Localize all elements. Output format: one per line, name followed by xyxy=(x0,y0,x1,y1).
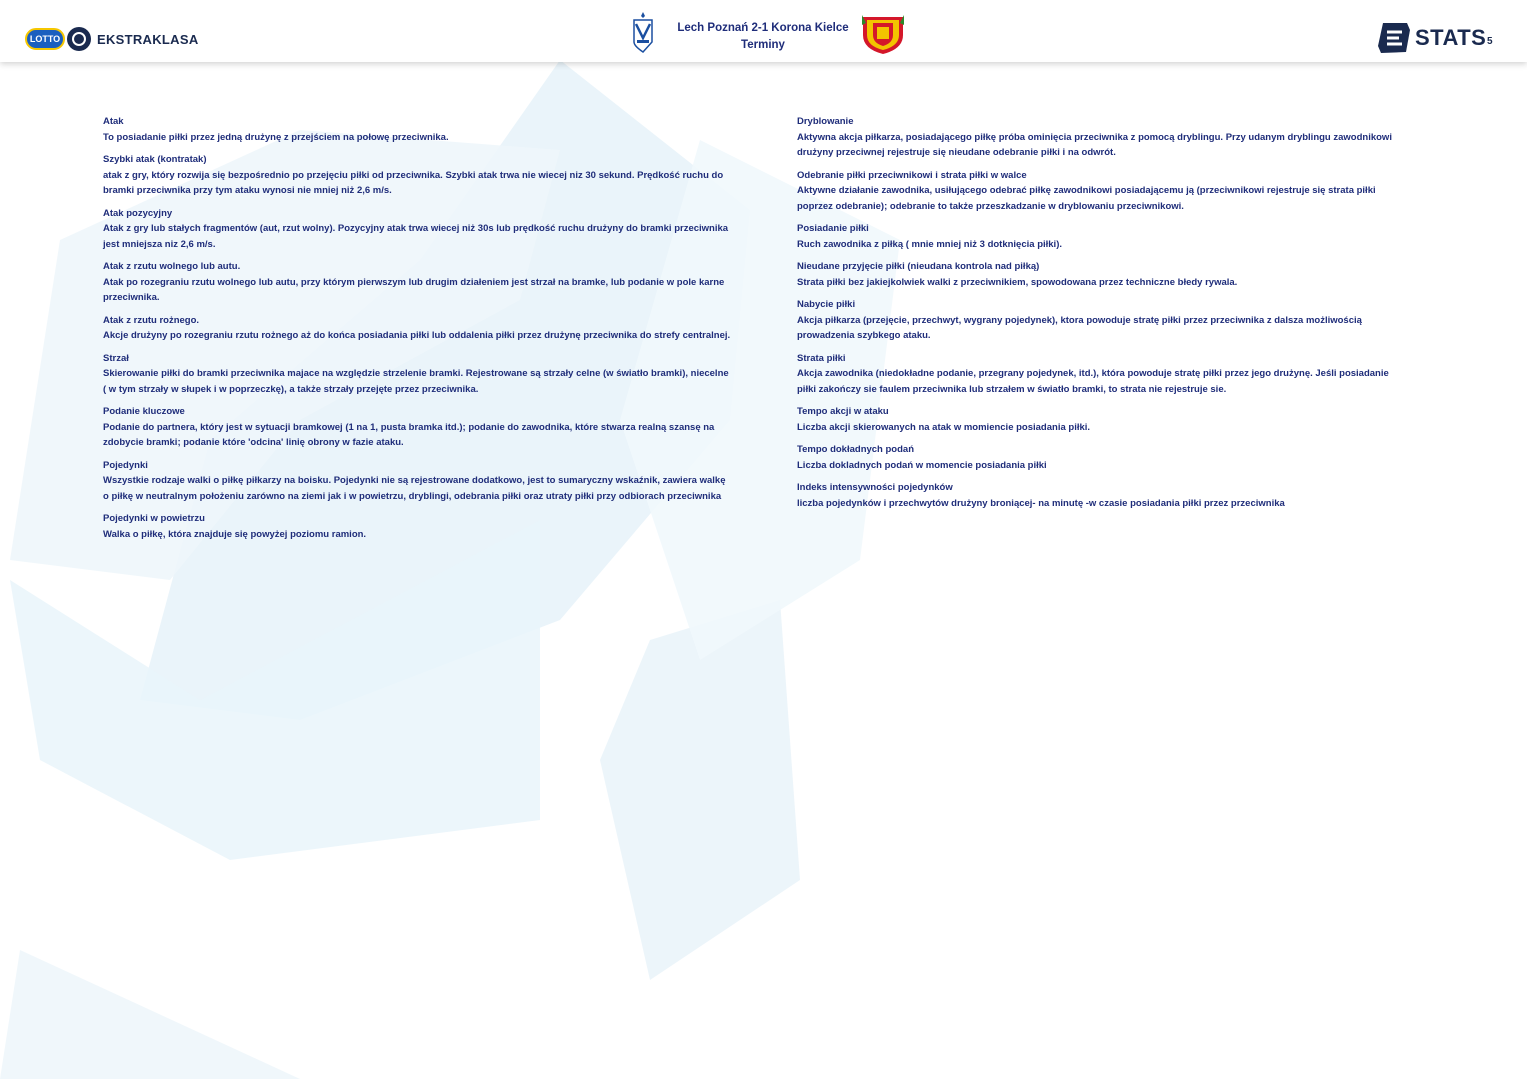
term-title: Atak xyxy=(103,116,124,127)
term-definition: Liczba dokladnych podań w momencie posiadania piłki xyxy=(797,459,1047,471)
term-entry xyxy=(797,259,1407,290)
match-title: Lech Poznań 2-1 Korona Kielce xyxy=(677,22,849,34)
term-title: Pojedynki w powietrzu xyxy=(103,513,205,524)
term-definition: Akcja piłkarza (przejęcie, przechwyt, wygrany pojedynek), ktora powoduje stratę piłki przez przeciwnika z dalsza możliwością prowadzenia szybkego ataku. xyxy=(797,314,1362,341)
term-entry xyxy=(797,221,1407,252)
term-entry xyxy=(103,259,733,306)
term-title: Odebranie piłki przeciwnikowi i strata piłki w walce xyxy=(797,169,1027,181)
term-definition: To posiadanie piłki przez jedną drużynę z przejściem na połowę przeciwnika. xyxy=(103,131,449,143)
term-entry xyxy=(797,297,1407,344)
page-number: 5 xyxy=(1487,36,1493,47)
term-definition: Aktywne działanie zawodnika, usiłującego odebrać piłkę zawodnikowi posiadającemu ją (przeciwnikowi rejestruje się strata piłki poprzez odebranie); odebranie to także przeszkadzanie w dryblowaniu przeciwnikowi. xyxy=(797,185,1376,212)
term-entry xyxy=(797,351,1407,398)
page-header xyxy=(0,0,1527,62)
term-title: Strata piłki xyxy=(797,352,846,364)
term-definition: Atak z gry lub stałych fragmentów (aut, rzut wolny). Pozycyjny atak trwa wiecej niż 30s lub prędkość ruchu drużyny do bramki przeciwnika jest mniejsza niz 2,6 m/s. xyxy=(103,223,729,250)
term-definition: Atak po rozegraniu rzutu wolnego lub autu, przy którym pierwszym lub drugim działeniem jest strzał na bramke, lub podanie w pole karne przeciwnika. xyxy=(103,276,725,303)
term-definition: atak z gry, który rozwija się bezpośrednio po przejęciu piłki od przeciwnika. Szybki atak trwa nie wiecej niz 30 sekund. Prędkość ruchu do bramki przeciwnika przy tym ataku wynosi nie mniej niż 2,6 m/s. xyxy=(103,169,724,196)
term-title: Strzał xyxy=(103,352,129,364)
korona-kielce-crest-icon xyxy=(861,13,905,55)
term-entry xyxy=(103,351,733,398)
term-entry xyxy=(797,404,1407,435)
terms-column-left xyxy=(103,114,733,549)
term-title: Nabycie piłki xyxy=(797,299,856,310)
term-entry xyxy=(797,442,1407,473)
term-title: Dryblowanie xyxy=(797,116,854,127)
term-definition: Ruch zawodnika z piłką ( mnie mniej niż 3 dotknięcia piłki). xyxy=(797,238,1062,250)
stats-emblem-icon xyxy=(1377,22,1411,54)
ekstraklasa-logo xyxy=(25,26,199,52)
term-title: Atak pozycyjny xyxy=(103,207,173,219)
term-title: Nieudane przyjęcie piłki (nieudana kontrola nad piłką) xyxy=(797,261,1040,272)
lech-poznan-crest-icon xyxy=(632,12,654,54)
term-definition: Podanie do partnera, który jest w sytuacji bramkowej (1 na 1, pusta bramka itd.); podanie do zawodnika, które stwarza realną szansę na zdobycie bramki; podanie które 'odcina' linię obrony w fazie ataku. xyxy=(103,421,715,448)
term-definition: Strata piłki bez jakiejkolwiek walki z przeciwnikiem, spowodowana przez techniczne błedy rywala. xyxy=(797,276,1238,288)
term-title: Tempo dokładnych podań xyxy=(797,444,914,455)
stats-label: STATS xyxy=(1415,25,1487,50)
league-name: EKSTRAKLASA xyxy=(97,31,199,47)
term-definition: Akcja zawodnika (niedokładne podanie, przegrany pojedynek, itd.), która powoduje stratę piłki przez jego drużynę. Jeśli posiadanie piłki zakończy sie faulem przeciwnika lub strzałem w światło bramki, to strata nie rejestruje sie. xyxy=(797,368,1389,395)
match-title-block xyxy=(668,20,858,54)
term-definition: liczba pojedynków i przechwytów drużyny broniącej- na minutę -w czasie posiadania piłki przez przeciwnika xyxy=(797,497,1285,509)
lotto-badge: LOTTO xyxy=(25,28,65,50)
term-title: Podanie kluczowe xyxy=(103,406,185,417)
term-definition: Walka o piłkę, która znajduje się powyżej poziomu ramion. xyxy=(103,528,367,540)
term-title: Szybki atak (kontratak) xyxy=(103,154,207,165)
term-entry xyxy=(797,480,1407,511)
term-definition: Liczba akcji skierowanych na atak w momiencie posiadania piłki. xyxy=(797,421,1091,433)
ball-icon xyxy=(67,27,91,51)
term-entry xyxy=(797,114,1407,161)
stats-logo xyxy=(1377,22,1486,54)
term-entry xyxy=(103,114,733,145)
term-title: Atak z rzutu wolnego lub autu. xyxy=(103,261,241,272)
term-title: Tempo akcji w ataku xyxy=(797,406,889,417)
term-entry xyxy=(103,313,733,344)
term-definition: Skierowanie piłki do bramki przeciwnika majace na względzie strzelenie bramki. Rejestrowane są strzały celne (w światło bramki), niecelne ( w tym strzały w słupek i w poprzeczkę), a także strzały przejęte przez przeciwnika. xyxy=(103,368,729,395)
term-title: Atak z rzutu rożnego. xyxy=(103,314,200,326)
term-title: Posiadanie piłki xyxy=(797,223,869,234)
term-definition: Aktywna akcja piłkarza, posiadającego piłkę próba ominięcia przeciwnika z pomocą dryblingu. Przy udanym dryblingu zawodnikowi drużyny przeciwnej rejestruje się nieudane odebranie piłki i na odwrót. xyxy=(797,131,1392,158)
term-entry xyxy=(797,168,1407,215)
term-entry xyxy=(103,152,733,199)
term-definition: Wszystkie rodzaje walki o piłkę piłkarzy na boisku. Pojedynki nie są rejestrowane dodatkowo, jest to sumaryczny wskaźnik, zawiera walkę o piłkę w neutralnym położeniu zarówno na ziemi jak i w powietrzu, dryblingi, odebrania piłki oraz utraty piłki przy odbiorach przeciwnika xyxy=(103,475,726,502)
page-subtitle: Terminy xyxy=(741,39,785,51)
term-entry xyxy=(103,458,733,505)
term-entry xyxy=(103,404,733,451)
term-title: Pojedynki xyxy=(103,459,148,471)
term-entry xyxy=(103,206,733,253)
term-definition: Akcje drużyny po rozegraniu rzutu rożnego aż do końca posiadania piłki lub oddalenia piłki przez drużynę przeciwnika do strefy centralnej. xyxy=(103,330,731,341)
term-title: Indeks intensywności pojedynków xyxy=(797,482,953,493)
term-entry xyxy=(103,511,733,542)
terms-column-right xyxy=(797,114,1407,518)
